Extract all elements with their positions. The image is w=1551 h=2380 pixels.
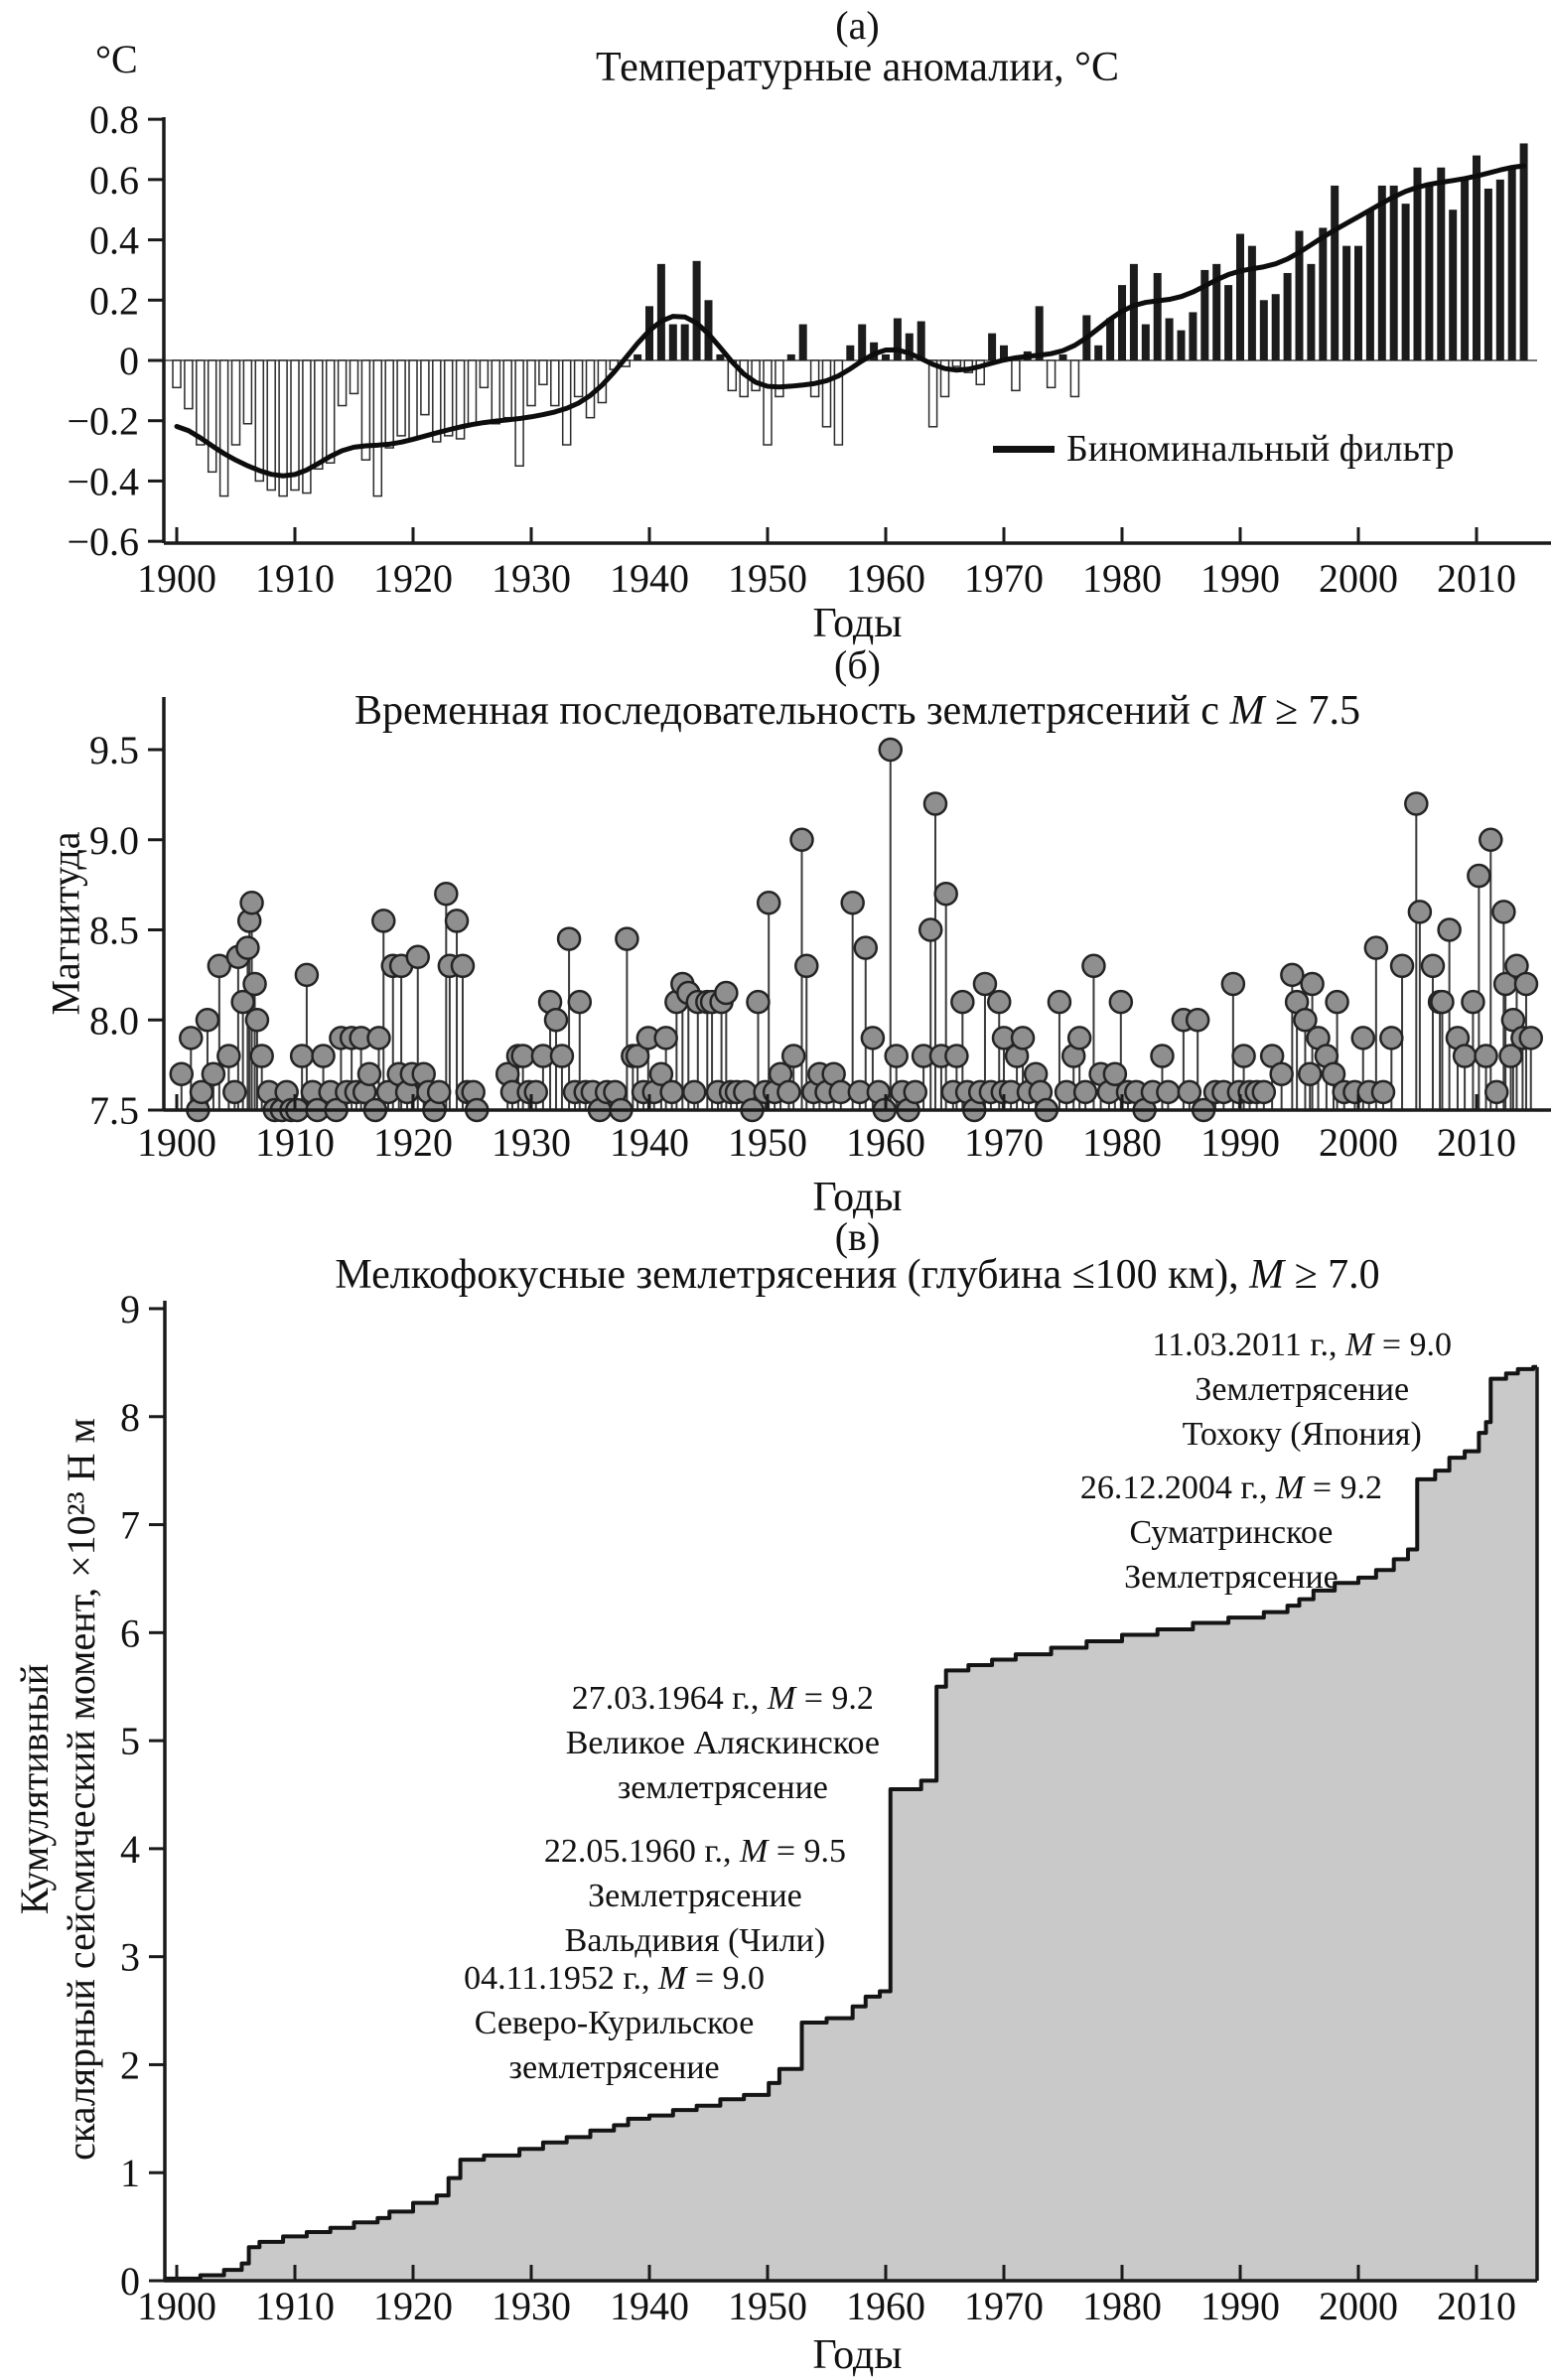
svg-text:1940: 1940: [610, 2284, 689, 2328]
annotation-line: Тохоку (Япония): [1182, 1416, 1422, 1453]
svg-text:7: 7: [120, 1502, 140, 1548]
annotation-line: 22.05.1960 г., M = 9.5: [543, 1833, 846, 1870]
chart-c-ylabel: [11, 1418, 104, 2161]
svg-text:1920: 1920: [373, 1120, 453, 1165]
annotation-line: Великое Аляскинское: [565, 1725, 880, 1761]
chart-c-xlabel: Годы: [812, 2332, 903, 2378]
chart-c-title: Мелкофокусные землетрясения (глубина ≤100 км), M ≥ 7.0: [335, 1252, 1380, 1298]
svg-text:1970: 1970: [964, 1120, 1044, 1165]
legend-line-swatch: [993, 446, 1055, 453]
svg-text:5: 5: [120, 1719, 140, 1764]
svg-text:8.0: 8.0: [89, 998, 139, 1044]
svg-text:0: 0: [120, 2259, 140, 2304]
svg-text:1940: 1940: [610, 1120, 689, 1165]
chart-c-ylabel-line2: скалярный сейсмический момент, ×10²³ Н м: [59, 1418, 103, 2161]
svg-text:1930: 1930: [492, 2284, 571, 2328]
annotation-line: Землетрясение: [1124, 1559, 1339, 1596]
svg-text:1990: 1990: [1200, 556, 1280, 601]
svg-text:1970: 1970: [964, 2284, 1044, 2328]
annotation-line: 26.12.2004 г., M = 9.2: [1079, 1470, 1382, 1506]
svg-text:1960: 1960: [846, 1120, 925, 1165]
svg-text:1990: 1990: [1200, 2284, 1280, 2328]
chart-a-legend: [993, 427, 1455, 471]
svg-text:2000: 2000: [1319, 2284, 1398, 2328]
annotation-line: землетрясение: [617, 1769, 828, 1806]
svg-text:1910: 1910: [255, 556, 335, 601]
svg-text:6: 6: [120, 1610, 140, 1656]
svg-text:9.5: 9.5: [89, 728, 139, 772]
chart-b-ylabel: Магнитуда: [43, 831, 88, 1016]
svg-text:0.4: 0.4: [89, 217, 139, 263]
svg-text:9.0: 9.0: [89, 817, 139, 863]
annotation-line: Северо-Курильское: [474, 2005, 755, 2041]
annotation-line: Землетрясение: [588, 1878, 802, 1914]
annotation-severo-kurilsk-1952: [464, 1956, 765, 2090]
annotation-sumatra-2004: [1080, 1466, 1382, 1600]
svg-text:1980: 1980: [1082, 556, 1162, 601]
svg-text:0.8: 0.8: [89, 97, 139, 143]
annotation-line: 11.03.2011 г., M = 9.0: [1152, 1327, 1452, 1363]
svg-text:1920: 1920: [373, 2284, 453, 2328]
svg-text:1970: 1970: [964, 556, 1044, 601]
svg-text:2000: 2000: [1319, 1120, 1398, 1165]
chart-b-title: Временная последовательность землетрясений с M ≥ 7.5: [353, 688, 1360, 734]
svg-text:2010: 2010: [1437, 1120, 1516, 1165]
svg-text:1930: 1930: [492, 1120, 571, 1165]
svg-text:1910: 1910: [255, 1120, 335, 1165]
annotation-valdivia-1960: [544, 1829, 846, 1963]
svg-text:1900: 1900: [137, 556, 216, 601]
svg-text:3: 3: [120, 1934, 140, 1980]
svg-text:−0.2: −0.2: [67, 398, 139, 444]
chart-a-unit-label: °C: [95, 37, 138, 81]
svg-text:1930: 1930: [492, 556, 571, 601]
svg-text:2010: 2010: [1437, 2284, 1516, 2328]
svg-text:−0.6: −0.6: [67, 519, 139, 565]
temperature-anomaly-plot: [67, 97, 1551, 601]
svg-text:1950: 1950: [728, 2284, 807, 2328]
svg-text:0.2: 0.2: [89, 278, 139, 324]
svg-text:1: 1: [120, 2151, 140, 2196]
svg-text:0.6: 0.6: [89, 157, 139, 203]
svg-text:1940: 1940: [610, 556, 689, 601]
svg-text:1990: 1990: [1200, 1120, 1280, 1165]
svg-text:4: 4: [120, 1826, 140, 1872]
chart-c-ylabel-line1: Кумулятивный: [12, 1663, 57, 1915]
svg-text:1960: 1960: [846, 2284, 925, 2328]
svg-text:1900: 1900: [137, 2284, 216, 2328]
annotation-line: Вальдивия (Чили): [564, 1922, 826, 1959]
svg-text:2010: 2010: [1437, 556, 1516, 601]
svg-text:9: 9: [120, 1286, 140, 1331]
panel-label-a: (а): [835, 3, 880, 48]
annotation-line: Суматринское: [1129, 1514, 1334, 1551]
chart-a-title: Температурные аномалии, °C: [596, 45, 1119, 90]
svg-text:8.5: 8.5: [89, 908, 139, 953]
annotation-line: 04.11.1952 г., M = 9.0: [464, 1960, 765, 1997]
svg-text:1960: 1960: [846, 556, 925, 601]
chart-a-xlabel: Годы: [812, 601, 903, 646]
earthquake-magnitude-stem-plot: [89, 697, 1551, 1165]
svg-text:2000: 2000: [1319, 556, 1398, 601]
panel-label-c: (в): [834, 1214, 881, 1259]
svg-text:2: 2: [120, 2042, 140, 2088]
svg-text:8: 8: [120, 1394, 140, 1440]
svg-text:1950: 1950: [728, 556, 807, 601]
svg-text:1910: 1910: [255, 2284, 335, 2328]
annotation-alaska-1964: [566, 1676, 880, 1810]
svg-text:1900: 1900: [137, 1120, 216, 1165]
annotation-tohoku-2011: [1152, 1323, 1452, 1457]
svg-text:1980: 1980: [1082, 2284, 1162, 2328]
svg-text:1980: 1980: [1082, 1120, 1162, 1165]
legend-label: Биноминальный фильтр: [1066, 428, 1455, 470]
panel-label-b: (б): [834, 642, 881, 687]
svg-text:7.5: 7.5: [89, 1088, 139, 1133]
svg-text:0: 0: [119, 339, 139, 383]
svg-text:1920: 1920: [373, 556, 453, 601]
annotation-line: землетрясение: [508, 2049, 720, 2086]
annotation-line: 27.03.1964 г., M = 9.2: [571, 1680, 874, 1717]
svg-text:1950: 1950: [728, 1120, 807, 1165]
svg-text:−0.4: −0.4: [67, 459, 139, 504]
chart-b-xlabel: Годы: [812, 1175, 903, 1220]
annotation-line: Землетрясение: [1195, 1371, 1410, 1408]
